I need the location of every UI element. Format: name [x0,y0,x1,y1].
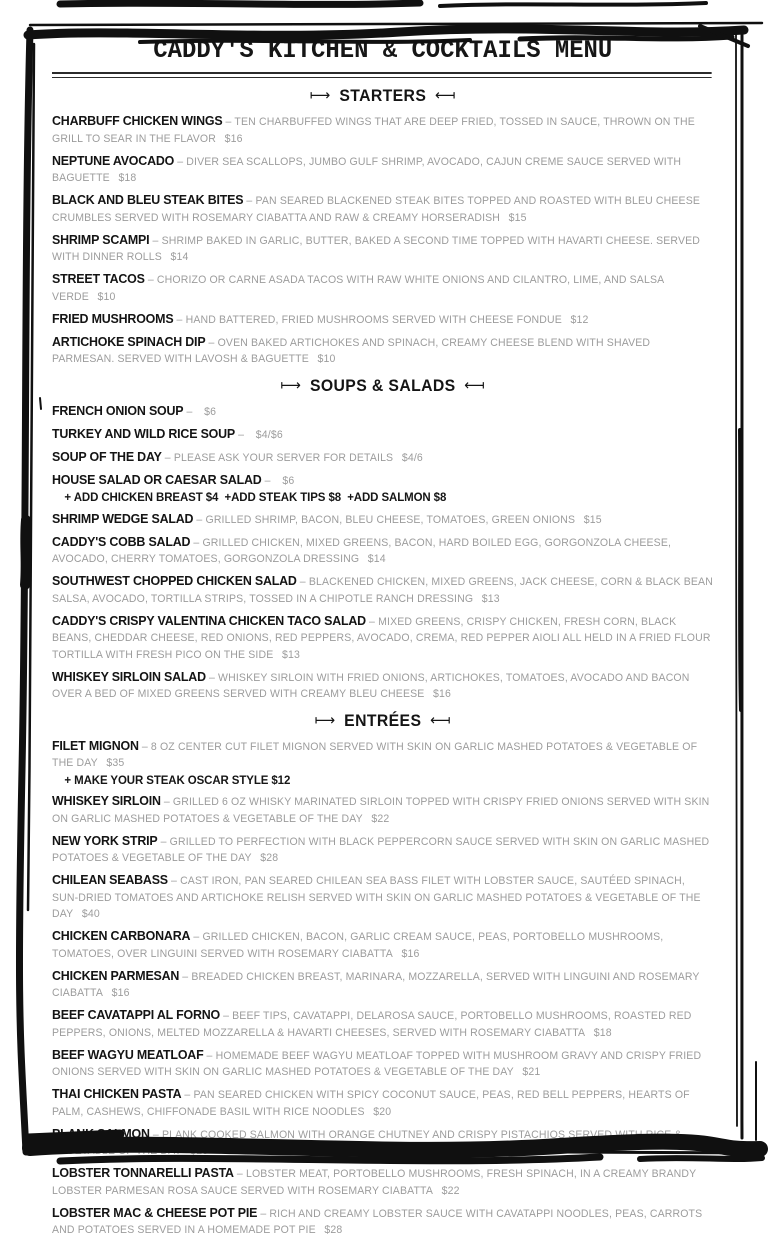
menu-item-line [52,511,714,529]
item-name: WHISKEY SIRLOIN [52,793,161,808]
menu-item-line [52,1086,714,1120]
menu-item [52,534,714,568]
item-description: PLANK COOKED SALMON WITH ORANGE CHUTNEY AND CRISPY PISTACHIOS SERVED WITH RICE & VEGETABLE OF THE DAY [52,1128,682,1157]
menu-item-line [52,232,714,266]
menu-item [52,968,714,1002]
menu-item-line [52,573,714,607]
item-name: NEW YORK STRIP [52,832,158,848]
menu-item-line [52,472,714,490]
dash-icon: – [152,1128,159,1141]
menu-item [52,738,714,788]
item-price: $28 [260,852,279,864]
item-price: $13 [281,648,300,661]
menu-item-line [52,793,714,827]
menu-item [52,403,714,421]
item-name: THAI CHICKEN PASTA [52,1086,182,1101]
dash-icon: – [196,513,203,526]
menu-item-line [52,403,714,421]
menu-section [52,712,714,1239]
item-name: STREET TACOS [52,271,145,286]
menu-item [52,311,714,329]
dash-icon: – [184,1089,191,1101]
item-description: PLEASE ASK YOUR SERVER FOR DETAILS [173,451,394,464]
arrow-left-icon: ⟻ [464,375,486,394]
menu-content [52,36,714,1244]
menu-item [52,153,714,187]
item-description: CHORIZO OR CARNE ASADA TACOS WITH RAW WHITE ONIONS AND CILANTRO, LIME, AND SALSA VERDE [52,274,664,303]
menu-item-line [52,271,714,305]
item-description: 8 OZ CENTER CUT FILET MIGNON SERVED WITH SKIN ON GARLIC MASHED POTATOES & VEGETABLE OF THE DAY [52,740,698,769]
dash-icon: – [369,615,376,628]
item-price: $6 [204,405,217,418]
section-items [52,403,714,703]
dash-icon: – [177,155,184,168]
item-dash-space [192,406,195,418]
menu-section [52,377,714,703]
menu-item-line [52,534,714,568]
dash-icon: – [208,671,215,684]
item-description: HAND BATTERED, FRIED MUSHROOMS SERVED WITH CHEESE FONDUE [185,313,562,326]
item-price: $18 [118,172,137,184]
dash-icon: – [246,195,253,207]
dash-icon: – [236,1168,243,1180]
menu-item [52,511,714,529]
menu-item [52,1126,714,1160]
menu-item [52,1165,714,1199]
section-header [52,712,714,731]
menu-section [52,87,714,368]
menu-item [52,113,714,147]
item-price: $15 [508,211,527,224]
item-addon: + MAKE YOUR STEAK OSCAR STYLE $12 [64,772,291,787]
menu-item [52,334,714,368]
menu-item-line [52,113,714,147]
item-name: FRENCH ONION SOUP [52,402,184,418]
menu-item-line [52,449,714,467]
menu-item [52,928,714,962]
item-name: SOUP OF THE DAY [52,448,162,464]
menu-item [52,232,714,266]
dash-icon: – [225,116,232,128]
item-name: LOBSTER TONNARELLI PASTA [52,1165,234,1180]
item-dash-space [244,429,247,441]
menu-item-line [52,192,714,226]
menu-item-line [52,669,714,703]
menu-item-line [52,1205,714,1239]
section-header [52,87,714,106]
dash-icon: – [193,536,200,549]
menu-item [52,1205,714,1239]
menu-item-line [52,1007,714,1041]
item-price: $14 [170,251,189,263]
item-description: BEEF TIPS, CAVATAPPI, DELAROSA SAUCE, PORTOBELLO MUSHROOMS, ROASTED RED PEPPERS, ONIONS, MELTED MOZZARELLA & HAVARTI CHEESES, SERVED WITH ROSEMARY CIABATTA [52,1010,692,1039]
item-name: LOBSTER MAC & CHEESE POT PIE [52,1204,258,1220]
item-price: $10 [317,353,336,365]
menu-item [52,573,714,607]
dash-icon: – [164,451,171,464]
item-price: $13 [481,592,500,605]
menu-item [52,1047,714,1081]
item-description: CAST IRON, PAN SEARED CHILEAN SEA BASS FILET WITH LOBSTER SAUCE, SAUTÉED SPINACH, SUN-DRIED TOMATOES AND ARTICHOKE RELISH SERVED WITH SKIN ON GARLIC MASHED POTATOES & VEGETABLE OF THE DAY [52,875,701,920]
item-name: TURKEY AND WILD RICE SOUP [52,425,236,441]
dash-icon: – [160,835,167,848]
item-name: PLANK SALMON [52,1125,150,1141]
item-description: LOBSTER MEAT, PORTOBELLO MUSHROOMS, FRESH SPINACH, IN A CREAMY BRANDY LOBSTER PARMESAN ROSA SAUCE SERVED WITH ROSEMARY CIABATTA [52,1168,697,1197]
item-price: $12 [570,313,589,326]
arrow-right-icon: ⟼ [309,86,331,104]
item-price: $16 [433,688,452,700]
item-price: $40 [81,908,100,920]
item-description: GRILLED SHRIMP, BACON, BLEU CHEESE, TOMATOES, GREEN ONIONS [205,513,576,526]
item-name: NEPTUNE AVOCADO [52,152,175,168]
menu-item-line [52,738,714,772]
item-name: CADDY'S COBB SALAD [52,533,191,549]
title-divider [52,72,712,78]
item-name: HOUSE SALAD OR CAESAR SALAD [52,471,262,487]
item-description: PAN SEARED CHICKEN WITH SPICY COCONUT SAUCE, PEAS, RED BELL PEPPERS, HEARTS OF PALM, CASHEWS, CHIFFONADE BASIL WITH RICE NOODLES [52,1089,690,1118]
item-price: $4/$6 [255,428,283,441]
item-description: GRILLED TO PERFECTION WITH BLACK PEPPERCORN SAUCE SERVED WITH SKIN ON GARLIC MASHED POTATOES & VEGETABLE OF THE DAY [52,835,710,864]
item-description: WHISKEY SIRLOIN WITH FRIED ONIONS, ARTICHOKES, TOMATOES, AVOCADO AND BACON OVER A BED OF MIXED GREENS SERVED WITH CREAMY BLEU CHEESE [52,671,690,700]
dash-icon: – [147,274,154,286]
item-description: HOMEMADE BEEF WAGYU MEATLOAF TOPPED WITH MUSHROOM GRAVY AND CRISPY FRIED ONIONS SERVED WITH SKIN ON GARLIC MASHED POTATOES & VEGETABLE OF THE DAY [52,1049,702,1078]
menu-item [52,1086,714,1120]
item-description: PAN SEARED BLACKENED STEAK BITES TOPPED AND ROASTED WITH BLEU CHEESE CRUMBLES SERVED WITH ROSEMARY CIABATTA AND RAW & CREAMY HORSERADISH [52,195,701,224]
item-price: $16 [111,987,130,999]
item-name: ARTICHOKE SPINACH DIP [52,333,206,349]
item-price: $16 [224,132,243,145]
menu-item-line [52,613,714,664]
item-name: CADDY'S CRISPY VALENTINA CHICKEN TACO SALAD [52,612,366,628]
section-title: STARTERS [339,87,427,105]
section-title: SOUPS & SALADS [309,376,456,395]
dash-icon: – [176,313,183,326]
arrow-left-icon: ⟻ [434,86,456,104]
menu-item-line [52,928,714,962]
section-items [52,738,714,1239]
menu-item [52,669,714,703]
item-price: $20 [373,1105,392,1118]
item-name: BLACK AND BLEU STEAK BITES [52,192,244,207]
item-price: $16 [401,947,420,960]
menu-item-line [52,153,714,187]
menu-item [52,613,714,664]
item-price: $10 [97,290,116,303]
menu-item [52,449,714,467]
item-description: GRILLED CHICKEN, BACON, GARLIC CREAM SAUCE, PEAS, PORTOBELLO MUSHROOMS, TOMATOES, OVER LINGUINI SERVED WITH ROSEMARY CIABATTA [52,931,664,960]
item-name: CHARBUFF CHICKEN WINGS [52,113,223,128]
item-price: $6 [282,474,295,487]
dash-icon: – [170,875,177,887]
dash-icon: – [193,931,200,943]
item-description: RICH AND CREAMY LOBSTER SAUCE WITH CAVATAPPI NOODLES, PEAS, CARROTS AND POTATOES SERVED IN A HOMEMADE POT PIE [52,1207,703,1236]
dash-icon: – [238,428,245,441]
arrow-left-icon: ⟻ [429,710,451,729]
item-name: SHRIMP WEDGE SALAD [52,510,194,526]
menu-item-line [52,311,714,329]
item-name: WHISKEY SIRLOIN SALAD [52,668,206,684]
item-price: $22 [371,812,390,825]
menu-item-line [52,1047,714,1081]
menu-item-line [52,968,714,1002]
item-name: SHRIMP SCAMPI [52,231,150,247]
item-price: $25 [190,1145,209,1157]
item-price: $18 [593,1026,612,1039]
dash-icon: – [206,1049,213,1062]
dash-icon: – [163,796,170,808]
page-title: CADDY'S KITCHEN & COCKTAILS MENU [153,36,613,65]
section-title: ENTRÉES [344,711,422,730]
item-name: FRIED MUSHROOMS [52,310,174,326]
menu-item [52,426,714,444]
menu-sections [52,87,714,1239]
item-description: DIVER SEA SCALLOPS, JUMBO GULF SHRIMP, AVOCADO, CAJUN CREME SAUCE SERVED WITH BAGUETTE [52,155,682,184]
item-description: MIXED GREENS, CRISPY CHICKEN, FRESH CORN, BLACK BEANS, CHEDDAR CHEESE, RED ONIONS, RED PEPPERS, AVOCADO, CREMA, RED PEPPER AIOLI ALL HELD IN A FRIED FLOUR TORTILLA WITH FRESH PICO ON THE SIDE [52,615,711,661]
item-name: CHICKEN CARBONARA [52,928,191,943]
dash-icon: – [182,970,189,983]
dash-icon: – [186,405,193,418]
menu-item [52,271,714,305]
item-name: BEEF CAVATAPPI AL FORNO [52,1007,220,1022]
menu-item [52,472,714,506]
item-name: CHILEAN SEABASS [52,872,168,887]
item-price: $22 [441,1184,460,1197]
item-description: BREADED CHICKEN BREAST, MARINARA, MOZZARELLA, SERVED WITH LINGUINI AND ROSEMARY CIABATTA [52,970,700,999]
item-name: FILET MIGNON [52,737,139,753]
dash-icon: – [152,234,159,247]
item-name: BEEF WAGYU MEATLOAF [52,1046,204,1062]
dash-icon: – [223,1010,230,1022]
item-price: $35 [106,757,125,769]
menu-item [52,793,714,827]
menu-item [52,872,714,923]
item-price: $14 [367,553,386,565]
item-description: GRILLED CHICKEN, MIXED GREENS, BACON, HARD BOILED EGG, GORGONZOLA CHEESE, AVOCADO, CHERRY TOMATOES, GORGONZOLA DRESSING [52,536,672,565]
menu-item [52,192,714,226]
menu-item-line [52,1126,714,1160]
menu-item-line [52,334,714,368]
dash-icon: – [299,576,306,588]
section-items [52,113,714,368]
item-price: $15 [583,513,602,526]
item-description: TEN CHARBUFFED WINGS THAT ARE DEEP FRIED, TOSSED IN SAUCE, THROWN ON THE GRILL TO SEAR IN THE FLAVOR [52,116,695,145]
item-description: SHRIMP BAKED IN GARLIC, BUTTER, BAKED A SECOND TIME TOPPED WITH HAVARTI CHEESE. SERVED WITH DINNER ROLLS [52,234,701,263]
item-description: GRILLED 6 OZ WHISKY MARINATED SIRLOIN TOPPED WITH CRISPY FRIED ONIONS SERVED WITH SKIN ON GARLIC MASHED POTATOES & VEGETABLE OF THE DAY [52,796,710,825]
menu-item [52,833,714,867]
item-price: $21 [522,1066,541,1078]
dash-icon: – [141,740,148,753]
menu-item-line [52,872,714,923]
dash-icon: – [264,474,271,487]
menu-item [52,1007,714,1041]
item-price: $28 [324,1224,343,1236]
menu-item-line [52,1165,714,1199]
item-addon: + ADD CHICKEN BREAST $4 +ADD STEAK TIPS $8 +ADD SALMON $8 [64,490,447,504]
section-header [52,377,714,396]
item-description: BLACKENED CHICKEN, MIXED GREENS, JACK CHEESE, CORN & BLACK BEAN SALSA, AVOCADO, TORTILLA STRIPS, TOSSED IN A CHIPOTLE RANCH DRESSING [52,576,713,605]
item-name: SOUTHWEST CHOPPED CHICKEN SALAD [52,573,297,588]
arrow-right-icon: ⟼ [280,375,302,394]
item-description: OVEN BAKED ARTICHOKES AND SPINACH, CREAMY CHEESE BLEND WITH SHAVED PARMESAN. SERVED WITH LAVOSH & BAGUETTE [52,336,651,365]
menu-item-line [52,833,714,867]
arrow-right-icon: ⟼ [314,710,336,729]
dash-icon: – [260,1207,267,1220]
item-dash-space [271,475,274,487]
menu-item-line [52,426,714,444]
item-name: CHICKEN PARMESAN [52,967,180,983]
item-price: $4/6 [401,451,423,464]
dash-icon: – [208,336,215,349]
